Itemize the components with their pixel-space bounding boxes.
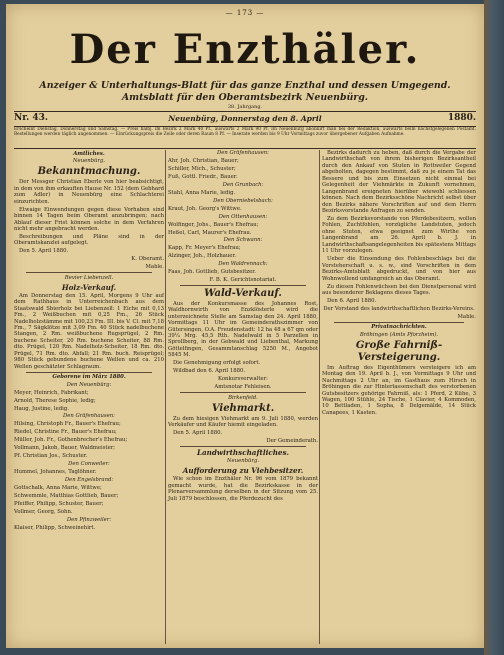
section-heading: Viehmarkt. bbox=[211, 402, 275, 414]
text-block: Haug, Justine, ledig. bbox=[14, 405, 69, 412]
text-block: Den 5. April 1880. bbox=[173, 429, 223, 436]
column-1 bbox=[14, 150, 164, 533]
column-2 bbox=[168, 150, 318, 504]
book-spine bbox=[484, 0, 504, 655]
text-block: Neuenbürg. bbox=[72, 158, 106, 165]
section-divider bbox=[180, 392, 306, 393]
text-block: Arnold, Therese Sophie, ledig; bbox=[14, 397, 96, 404]
text-block: Vollmer, Georg, Sohn. bbox=[14, 508, 73, 515]
text-block: Birkenfeld. bbox=[228, 394, 258, 401]
text-block: Kapp, Fr. Meyer's Ehefrau; bbox=[168, 245, 241, 252]
text-block: Ahr, Joh. Christian, Bauer; bbox=[168, 157, 239, 164]
text-block: Den Ottenhausen: bbox=[218, 213, 268, 220]
text-block: Schwemmle, Matthias Gottlieb, Bauer; bbox=[14, 492, 119, 499]
text-block: Den Conweiler: bbox=[68, 461, 110, 468]
text-block: Amtsnotar Fehleisen. bbox=[214, 384, 272, 391]
rule-columns bbox=[14, 148, 476, 149]
text-block: Schiller, Mich., Schuster; bbox=[168, 165, 236, 172]
text-block: Konkursverwalter: bbox=[218, 376, 268, 383]
text-block: Wie schon im Enzthäler Nr. 96 vom 1879 bekannt gemacht wurde, hat die Bezirkskasse in der Plenarversammlung derselben in der Sitzung vom 25. Juli 1879 beschlossen, die Pferdezucht des bbox=[168, 476, 318, 502]
text-block: Pf. Christian Jos., Schuster. bbox=[14, 453, 88, 460]
text-block: Den Grunbach: bbox=[222, 181, 264, 188]
section-heading: Bekanntmachung. bbox=[37, 166, 141, 178]
section-heading: Aufforderung zu Viehbesitzer. bbox=[182, 466, 304, 476]
text-block: Alzinger, Joh., Holzhauer. bbox=[168, 253, 237, 260]
section-heading: Große Fahrniß-Versteigerung. bbox=[355, 339, 443, 363]
text-block: Den Waldrennach: bbox=[218, 261, 268, 268]
text-block: Am Donnerstag den 15. April, Morgens 9 Uhr auf dem Rathhaus in Unterreichenbach aus dem Staatswald Sbierholz bei Liebenzell: 1 Eiche mit 0,13 Fm., 2 Weißbuchen mit 0,25 Fm., 26 Stück Nadelholzstämme mit 100,23 Fm. III. bis V. Cl. mit 7,18 Fm., 7 Sägklötze mit 3,09 Fm. 40 Stück nadelbuchene Stangen, 2 Rm. weißbuchene Rugsprügel, 2 Rm. buchene Scheiter, 20 Rm. buchene Scheiter, 88 Rm. dto. Prügel, 120 Rm. Nadelholz-Scheiter, 18 Rm. dto. Prügel, 71 Rm. dto. Abfall; 21 Rm. buch. Reisprügel; 980 Stück gebundene buchene Wellen und ca. 210 Wellen geschätzter Schlagraum. bbox=[14, 292, 164, 370]
text-block: Faas, Joh. Gottlieb, Gutsbesitzer. bbox=[168, 269, 256, 276]
text-block: Beschreibungen und Pläne sind in der Oberamtskanzlei aufgelegt. bbox=[14, 234, 164, 247]
text-block: Wildbad den 6. April 1880. bbox=[173, 368, 246, 375]
text-block: Heßel, Carl, Maurer's Ehefrau. bbox=[168, 229, 252, 236]
text-block: Die Genehmigung erfolgt sofort. bbox=[173, 360, 261, 367]
section-heading: Holz-Verkauf. bbox=[61, 282, 117, 292]
subscription-terms: Erscheint Dienstag, Donnerstag und Samstag. — Preis halbj. im Bezirk 2 Mark 40 Pf., auswärts 2 Mark 90 Pf. Im Neuenbürg abonnirt man bei der Redaktion, auswärts beim nächstgelegenen Postamt. Bestellungen werden täglich angenommen. — Einrückungspreis die Zeile oder deren Raum 8 Pf. — Inserate werden bis 9 Uhr Vormittags zuvor übergebener Aufgaben Aufnahme. bbox=[14, 127, 476, 138]
section-divider bbox=[180, 285, 306, 286]
text-block: Meyer, Heinrich, Fabrikant; bbox=[14, 389, 89, 396]
text-block: Etwaige Einwendungen gegen diese Vorhaben sind binnen 14 Tagen beim Oberamt anzubringen; nach Ablauf dieser Frist können solche in dem Verfahren nicht mehr angebracht werden. bbox=[14, 206, 164, 233]
masthead-title: Der Enzthäler. bbox=[69, 26, 421, 73]
text-block: Riedel, Christine Fr., Bauer's Ehefrau; bbox=[14, 429, 117, 436]
text-block: Aus der Konkursmasse des Johannes Rost, Waldhornwirth von Enzklösterle wird die unterzeichnete Stelle am Samstag den 24. April 1880, Vormittags 11 Uhr im Gemeinderathszimmer von Gütersingen, O.A. Freudenstadt: 12 ha 48 a 67 qm oder 39¼ Mrg. 45,5 Rth. Nadelwald in 5 Parzellen in Sprollberg, in der Gebwald und Liebenthal, Markung Göttelfingen, Gesammtanschlag 5250 M., Angebot 5845 M. bbox=[168, 300, 318, 359]
text-block: Vollmann, Jakob, Bauer, Waldmeister; bbox=[14, 445, 116, 452]
section-divider bbox=[26, 272, 152, 273]
column-3 bbox=[322, 150, 476, 418]
text-block: Den Gräfenhausen: bbox=[217, 150, 269, 156]
text-block: Den Oberniebelsbach: bbox=[213, 197, 273, 204]
text-block: Mahle. bbox=[145, 264, 164, 271]
text-block: Den Schwann: bbox=[223, 237, 263, 244]
text-block: Den 6. April 1880. bbox=[327, 297, 377, 304]
text-block: Den Neuenbürg: bbox=[66, 381, 112, 388]
text-block: Mahle. bbox=[457, 313, 476, 320]
text-block: K. Oberamt. bbox=[131, 256, 164, 263]
date-place: Neuenbürg, Donnerstag den 8. April bbox=[168, 114, 322, 123]
section-heading: Wald-Verkauf. bbox=[204, 287, 282, 299]
text-block: Den Pfinzweiler: bbox=[66, 516, 112, 523]
text-block: Wolfinger, Johs., Bauer's Ehefrau; bbox=[168, 221, 259, 228]
text-block: Der Messger Christian Eberle von hier beabsichtigt, in dem von ihm erkauften Hause Nr. 152 (dem Gebhard zum Adler) in Neuenbürg eine Schlachterei einzurichten. bbox=[14, 179, 164, 205]
text-block: Den Gräfenhausen: bbox=[63, 413, 115, 420]
issue-number: Nr. 43. bbox=[14, 113, 49, 123]
text-block: Neuenbürg. bbox=[226, 458, 260, 465]
text-block: Zu dem Bezirksvorstande von Pferdebesitzern, wollen Fohlen, Zuchtfohlen, vorzügliche Landstuten, jedoch ohne Stuten, etwa geeignet zum Wirthe von Langenbrand am 26. April b. J. in Landwirthschaftsangelegenheiten bis spätestens Mittags 11 Uhr vorzulegen. bbox=[322, 216, 476, 255]
section-divider bbox=[334, 322, 464, 323]
section-heading: Privatnachrichten. bbox=[371, 324, 427, 331]
section-heading: Amtliches. bbox=[73, 151, 105, 157]
text-block: Müller, Joh. Fr., Gothenbrecher's Ehefrau; bbox=[14, 437, 128, 444]
subtitle-line-2: Amtsblatt für den Oberamtsbezirk Neuenbürg. bbox=[121, 92, 369, 103]
column-divider bbox=[165, 150, 166, 644]
subtitle-line-1: Anzeiger & Unterhaltungs-Blatt für das ganze Enzthal und dessen Umgegend. bbox=[39, 80, 451, 91]
text-block: Revier Liebenzell. bbox=[64, 274, 114, 281]
text-block: Pfeiffer, Philipp, Schuster, Bauer; bbox=[14, 500, 104, 507]
page-number: — 173 — bbox=[225, 9, 265, 17]
section-divider bbox=[26, 372, 152, 373]
text-block: Bröhingen (Amts Pforzheim). bbox=[359, 331, 439, 338]
volume-year: 38. Jahrgang. bbox=[227, 104, 263, 110]
section-heading: Geborene im März 1880. bbox=[52, 374, 126, 381]
text-block: Ueber die Einsendung des Fohlenbeschlags bei die Vorsteherschaft u. s. w., sind Vorschriften in dem Bezirks-Amtsblatt abgedruckt, und von hier aus Wohnwollend umfangreich an das Oberamt. bbox=[322, 256, 476, 282]
column-divider bbox=[319, 150, 320, 644]
text-block: Den Engelsbrand: bbox=[64, 477, 114, 484]
issue-year: 1880. bbox=[447, 113, 476, 123]
text-block: F. B. K. Gerichtsnotariat. bbox=[209, 277, 277, 284]
text-block: Bezirks dadurch zu heben, daß durch die Vergabe der Landwirthschaft von ihrem bisherigen Bezirksantheil durch den Ankauf von Stuten in Rottweiler Gegend abgeholten, dagegen bestimmt, daß zu je einem Tat das Bessere und bis zum Einsetzen nicht einmal bei Gelegenheit der Viehmärkte in Zukunft vornehmen, Langenbrand ereigneten hierüber wiewohl schliessen können. Nach dem Bezirksschöne Nachricht selbst über den Bezirks nähere Vorschriften auf und dem Herrn Bezirksvorstande Anfragen zu senden. bbox=[322, 150, 476, 215]
text-block: Den 5. April 1880. bbox=[19, 248, 69, 255]
text-block: Der Vorstand des landwirthschaftlichen Bezirks-Vereins. bbox=[323, 305, 475, 312]
text-block: Hilsing, Christoph Fr., Bauer's Ehefrau; bbox=[14, 421, 121, 428]
text-block: Stahl, Anna Marie, ledig. bbox=[168, 189, 236, 196]
newspaper-page bbox=[6, 4, 484, 648]
dateline bbox=[14, 112, 476, 126]
text-block: Fuß, Gottl. Friedr., Bauer. bbox=[168, 173, 238, 180]
text-block: Gottschalk, Anna Marie, Wittwe; bbox=[14, 485, 102, 492]
text-block: Zu dem hiesigen Viehmarkt am 9. Juli 1880, werden Verkäufer und Käufer hiemit eingeladen. bbox=[168, 415, 318, 428]
text-block: Zu diesen Fohlenwüchsen bei den Dienstpersonal wird aus besonderer Beklagens dieses Tages. bbox=[322, 283, 476, 297]
section-heading: Landwirthschaftliches. bbox=[196, 448, 290, 458]
text-block: Klaiser, Philipp, Schweinehirt. bbox=[14, 524, 96, 531]
text-block: Der Gemeinderath. bbox=[266, 437, 318, 444]
text-block: Kraut, Joh. Georg's Wittwe. bbox=[168, 205, 242, 212]
text-block: Hummel, Johannes, Taglöhner. bbox=[14, 469, 97, 476]
text-block: Im Auftrag des Eigenthümers versteigere ich am Montag den 19. April b. J., von Vormittags 9 Uhr und Nachmittags 2 Uhr an, im Gasthaus zum Hirsch in Bröhingen die zur Hinterlassenschaft des verstorbenen Gutsbesitzers gehörige Fahrniß, als: 1 Pferd, 2 Kühe, 3 Wagen, 100 Stühle, 24 Tische, 1 Clavier, 4 Kommoden, 10 Bettladen, 1 Sopha, 8 Delgemälde, 14 Stück Canapees, 1 Kasten. bbox=[322, 364, 476, 416]
section-divider bbox=[180, 446, 306, 447]
